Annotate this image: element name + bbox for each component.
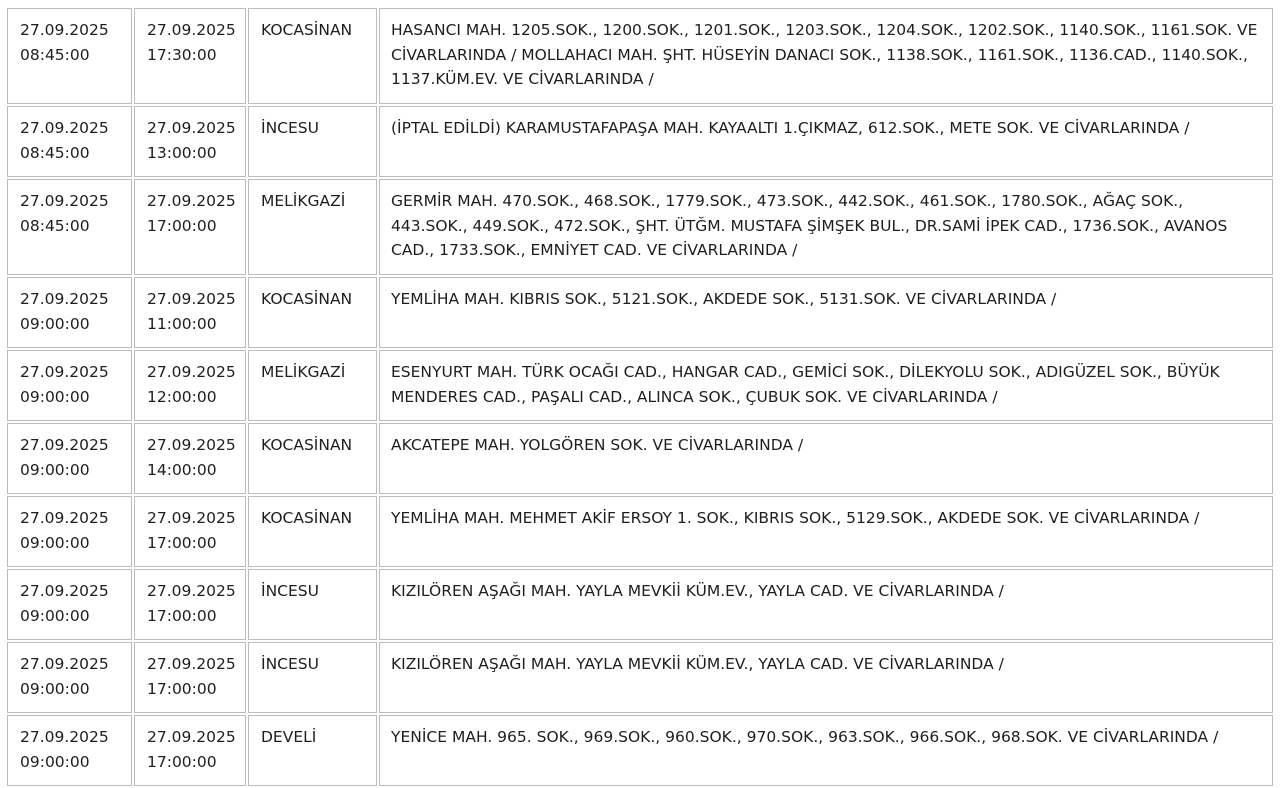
- start-datetime-cell: [7, 350, 132, 421]
- end-datetime-cell: [134, 715, 246, 786]
- start-time: 09:00:00: [20, 314, 90, 333]
- start-datetime-cell: [7, 496, 132, 567]
- end-date: 27.09.2025: [147, 119, 236, 137]
- power-outage-table: [5, 6, 1275, 788]
- end-time: 11:00:00: [147, 314, 217, 333]
- end-date: 27.09.2025: [147, 192, 236, 210]
- end-date: 27.09.2025: [147, 21, 236, 39]
- start-date: 27.09.2025: [20, 119, 109, 137]
- end-datetime-cell: [134, 423, 246, 494]
- address-cell: YENİCE MAH. 965. SOK., 969.SOK., 960.SOK., 970.SOK., 963.SOK., 966.SOK., 968.SOK. VE CİVARLARINDA /: [379, 715, 1273, 786]
- address-cell: HASANCI MAH. 1205.SOK., 1200.SOK., 1201.SOK., 1203.SOK., 1204.SOK., 1202.SOK., 1140.SOK., 1161.SOK. VE CİVARLARINDA / MOLLAHACI MAH. ŞHT. HÜSEYİN DANACI SOK., 1138.SOK., 1161.SOK., 1136.CAD., 1140.SOK., 1137.KÜM.EV. VE CİVARLARINDA /: [379, 8, 1273, 104]
- end-date: 27.09.2025: [147, 363, 236, 381]
- end-datetime-cell: [134, 496, 246, 567]
- address-cell: AKCATEPE MAH. YOLGÖREN SOK. VE CİVARLARINDA /: [379, 423, 1273, 494]
- start-date: 27.09.2025: [20, 436, 109, 454]
- district-cell: KOCASİNAN: [248, 8, 377, 104]
- end-time: 17:00:00: [147, 216, 217, 235]
- end-time: 12:00:00: [147, 387, 217, 406]
- end-time: 17:00:00: [147, 752, 217, 771]
- start-time: 09:00:00: [20, 752, 90, 771]
- outage-table-container: [5, 6, 1275, 788]
- end-date: 27.09.2025: [147, 655, 236, 673]
- end-time: 17:00:00: [147, 679, 217, 698]
- start-date: 27.09.2025: [20, 192, 109, 210]
- start-date: 27.09.2025: [20, 582, 109, 600]
- start-datetime-cell: [7, 277, 132, 348]
- address-cell: YEMLİHA MAH. KIBRIS SOK., 5121.SOK., AKDEDE SOK., 5131.SOK. VE CİVARLARINDA /: [379, 277, 1273, 348]
- end-datetime-cell: [134, 179, 246, 275]
- start-datetime-cell: [7, 569, 132, 640]
- address-cell: YEMLİHA MAH. MEHMET AKİF ERSOY 1. SOK., KIBRIS SOK., 5129.SOK., AKDEDE SOK. VE CİVARLARINDA /: [379, 496, 1273, 567]
- address-cell: (İPTAL EDİLDİ) KARAMUSTAFAPAŞA MAH. KAYAALTI 1.ÇIKMAZ, 612.SOK., METE SOK. VE CİVARLARINDA /: [379, 106, 1273, 177]
- start-time: 08:45:00: [20, 216, 90, 235]
- district-cell: İNCESU: [248, 106, 377, 177]
- table-row: [7, 496, 1273, 567]
- address-cell: ESENYURT MAH. TÜRK OCAĞI CAD., HANGAR CAD., GEMİCİ SOK., DİLEKYOLU SOK., ADIGÜZEL SOK., BÜYÜK MENDERES CAD., PAŞALI CAD., ALINCA SOK., ÇUBUK SOK. VE CİVARLARINDA /: [379, 350, 1273, 421]
- start-date: 27.09.2025: [20, 21, 109, 39]
- end-datetime-cell: [134, 277, 246, 348]
- start-time: 09:00:00: [20, 606, 90, 625]
- table-row: [7, 642, 1273, 713]
- end-time: 17:30:00: [147, 45, 217, 64]
- district-cell: KOCASİNAN: [248, 423, 377, 494]
- district-cell: KOCASİNAN: [248, 277, 377, 348]
- start-time: 08:45:00: [20, 143, 90, 162]
- district-cell: İNCESU: [248, 642, 377, 713]
- start-datetime-cell: [7, 423, 132, 494]
- end-datetime-cell: [134, 569, 246, 640]
- table-row: [7, 277, 1273, 348]
- district-cell: İNCESU: [248, 569, 377, 640]
- table-row: [7, 8, 1273, 104]
- end-time: 17:00:00: [147, 606, 217, 625]
- end-date: 27.09.2025: [147, 728, 236, 746]
- address-cell: KIZILÖREN AŞAĞI MAH. YAYLA MEVKİİ KÜM.EV., YAYLA CAD. VE CİVARLARINDA /: [379, 569, 1273, 640]
- end-datetime-cell: [134, 8, 246, 104]
- start-time: 08:45:00: [20, 45, 90, 64]
- end-time: 17:00:00: [147, 533, 217, 552]
- start-date: 27.09.2025: [20, 728, 109, 746]
- end-date: 27.09.2025: [147, 509, 236, 527]
- address-cell: GERMİR MAH. 470.SOK., 468.SOK., 1779.SOK., 473.SOK., 442.SOK., 461.SOK., 1780.SOK., AĞAÇ SOK., 443.SOK., 449.SOK., 472.SOK., ŞHT. ÜTĞM. MUSTAFA ŞİMŞEK BUL., DR.SAMİ İPEK CAD., 1736.SOK., AVANOS CAD., 1733.SOK., EMNİYET CAD. VE CİVARLARINDA /: [379, 179, 1273, 275]
- district-cell: DEVELİ: [248, 715, 377, 786]
- start-datetime-cell: [7, 642, 132, 713]
- end-datetime-cell: [134, 350, 246, 421]
- end-datetime-cell: [134, 642, 246, 713]
- start-datetime-cell: [7, 8, 132, 104]
- start-time: 09:00:00: [20, 460, 90, 479]
- district-cell: KOCASİNAN: [248, 496, 377, 567]
- start-date: 27.09.2025: [20, 509, 109, 527]
- start-date: 27.09.2025: [20, 290, 109, 308]
- table-row: [7, 569, 1273, 640]
- end-date: 27.09.2025: [147, 582, 236, 600]
- start-datetime-cell: [7, 106, 132, 177]
- table-row: [7, 715, 1273, 786]
- table-row: [7, 179, 1273, 275]
- table-row: [7, 423, 1273, 494]
- start-datetime-cell: [7, 179, 132, 275]
- district-cell: MELİKGAZİ: [248, 179, 377, 275]
- table-row: [7, 106, 1273, 177]
- start-time: 09:00:00: [20, 387, 90, 406]
- address-cell: KIZILÖREN AŞAĞI MAH. YAYLA MEVKİİ KÜM.EV., YAYLA CAD. VE CİVARLARINDA /: [379, 642, 1273, 713]
- end-date: 27.09.2025: [147, 436, 236, 454]
- end-time: 14:00:00: [147, 460, 217, 479]
- start-date: 27.09.2025: [20, 655, 109, 673]
- start-date: 27.09.2025: [20, 363, 109, 381]
- end-time: 13:00:00: [147, 143, 217, 162]
- start-time: 09:00:00: [20, 533, 90, 552]
- start-time: 09:00:00: [20, 679, 90, 698]
- end-date: 27.09.2025: [147, 290, 236, 308]
- start-datetime-cell: [7, 715, 132, 786]
- end-datetime-cell: [134, 106, 246, 177]
- table-row: [7, 350, 1273, 421]
- district-cell: MELİKGAZİ: [248, 350, 377, 421]
